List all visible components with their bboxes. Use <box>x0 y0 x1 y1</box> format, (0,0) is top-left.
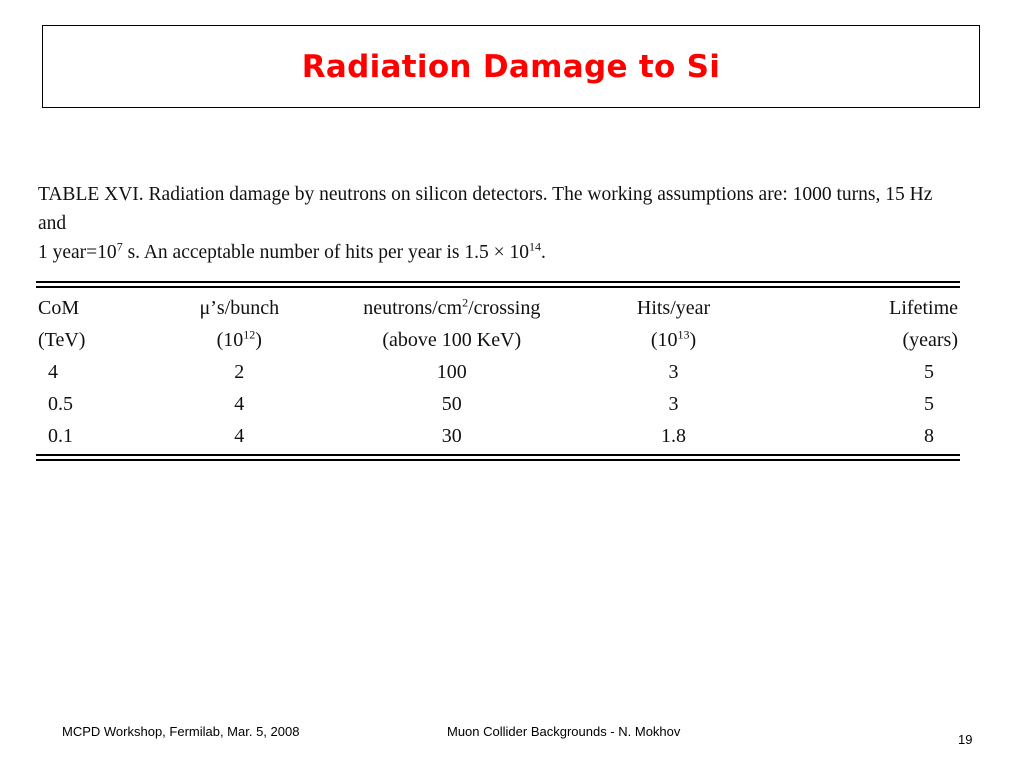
caption-line-2b: s. An acceptable number of hits per year is 1.5 × 10 <box>122 242 529 263</box>
slide-title: Radiation Damage to Si <box>301 48 721 85</box>
header-lifetime-unit: (years) <box>902 328 958 351</box>
cell-lifetime: 5 <box>924 392 934 415</box>
header-hits-unit: $(10^{13})$ <box>650 326 697 351</box>
footer-workshop: MCPD Workshop, Fermilab, Mar. 5, 2008 <box>62 724 300 739</box>
cell-neutrons: 50 <box>441 392 462 415</box>
cell-hits: 1.8 <box>661 424 687 447</box>
cell-lifetime: 5 <box>924 360 934 383</box>
cell-hits: 3 <box>668 392 679 415</box>
caption-exp-2: 14 <box>529 239 541 254</box>
header-row-names <box>36 288 960 324</box>
cell-mu: 4 <box>234 392 245 415</box>
table-row <box>36 356 960 388</box>
cell-neutrons: 30 <box>441 424 462 447</box>
header-hits: Hits/year <box>636 296 711 319</box>
cell-neutrons: 100 <box>436 360 467 383</box>
header-lifetime: Lifetime <box>889 296 958 319</box>
footer-talk-title: Muon Collider Backgrounds - N. Mokhov <box>447 724 681 739</box>
header-com-unit: (TeV) <box>38 328 86 351</box>
radiation-damage-table <box>36 288 960 454</box>
cell-mu: 2 <box>234 360 245 383</box>
cell-hits: 3 <box>668 360 679 383</box>
header-com: CoM <box>38 296 80 319</box>
caption-line-2c: . <box>541 242 546 263</box>
cell-com: 4 <box>48 360 58 383</box>
header-neutrons-unit: (above 100 KeV) <box>382 328 522 351</box>
cell-mu: 4 <box>234 424 245 447</box>
table-row <box>36 388 960 420</box>
table-row <box>36 420 960 454</box>
slide-title-box <box>42 25 980 108</box>
table-top-rule <box>36 281 960 288</box>
table-caption <box>38 180 960 267</box>
cell-com: 0.1 <box>48 424 73 447</box>
header-neutrons: neutrons/$cm^2$/crossing <box>363 294 541 319</box>
header-mu-bunch-unit: $(10^{12})$ <box>216 326 262 351</box>
cell-com: 0.5 <box>48 392 73 415</box>
cell-lifetime: 8 <box>924 424 934 447</box>
caption-exp-1: 7 <box>116 239 123 254</box>
table-figure <box>36 180 960 461</box>
caption-line-2a: 1 year=10 <box>38 242 117 263</box>
page-number: 19 <box>958 732 973 747</box>
header-mu-bunch: μ’s/bunch <box>199 296 280 319</box>
caption-line-1: TABLE XVI. Radiation damage by neutrons on silicon detectors. The working assumptions are: 1000 turns, 15 Hz and <box>38 184 933 234</box>
table-bottom-rule <box>36 454 960 461</box>
header-row-units <box>36 324 960 356</box>
